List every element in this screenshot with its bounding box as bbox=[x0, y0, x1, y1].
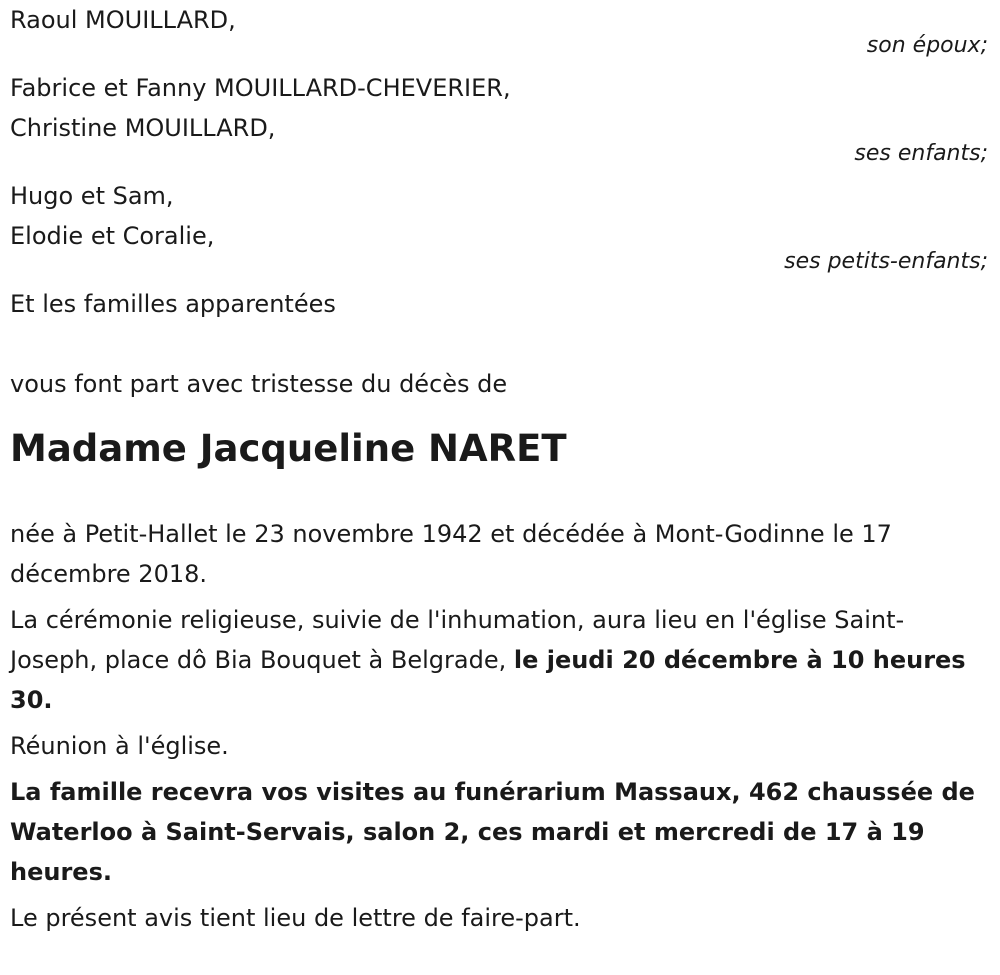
obituary-notice bbox=[10, 0, 988, 944]
ceremony-location: La cérémonie religieuse, suivie de l'inhumation, aura lieu en l'église Saint-Joseph, place dô Bia Bouquet à Belgrade, bbox=[10, 606, 905, 674]
ceremony-date: le jeudi 20 décembre à 10 heures 30. bbox=[10, 646, 966, 714]
family-name-line: Elodie et Coralie, bbox=[10, 222, 215, 250]
relation-label: ses enfants; bbox=[854, 141, 988, 166]
family-name-line: Christine MOUILLARD, bbox=[10, 114, 276, 142]
visits-text: La famille recevra vos visites au funérarium Massaux, 462 chaussée de Waterloo à Saint-Servais, salon 2, ces mardi et mercredi de 17 à 19 heures. bbox=[10, 778, 975, 886]
ceremony-text bbox=[10, 600, 988, 720]
family-group-grandchildren bbox=[10, 176, 988, 278]
family-name-line: Fabrice et Fanny MOUILLARD-CHEVERIER, bbox=[10, 74, 511, 102]
family-group-children bbox=[10, 68, 988, 170]
family-name-line: Raoul MOUILLARD, bbox=[10, 6, 236, 34]
notice-text: Le présent avis tient lieu de lettre de faire-part. bbox=[10, 904, 581, 932]
relation-label: son époux; bbox=[866, 33, 988, 58]
meeting-text: Réunion à l'église. bbox=[10, 732, 229, 760]
family-group-spouse bbox=[10, 0, 988, 62]
relation-label: ses petits-enfants; bbox=[784, 249, 988, 274]
birth-death-text: née à Petit-Hallet le 23 novembre 1942 et décédée à Mont-Godinne le 17 décembre 2018. bbox=[10, 520, 892, 588]
announcement-intro: vous font part avec tristesse du décès de bbox=[10, 370, 508, 398]
related-families: Et les familles apparentées bbox=[10, 290, 336, 318]
deceased-name: Madame Jacqueline NARET bbox=[10, 427, 567, 470]
family-name-line: Hugo et Sam, bbox=[10, 182, 174, 210]
